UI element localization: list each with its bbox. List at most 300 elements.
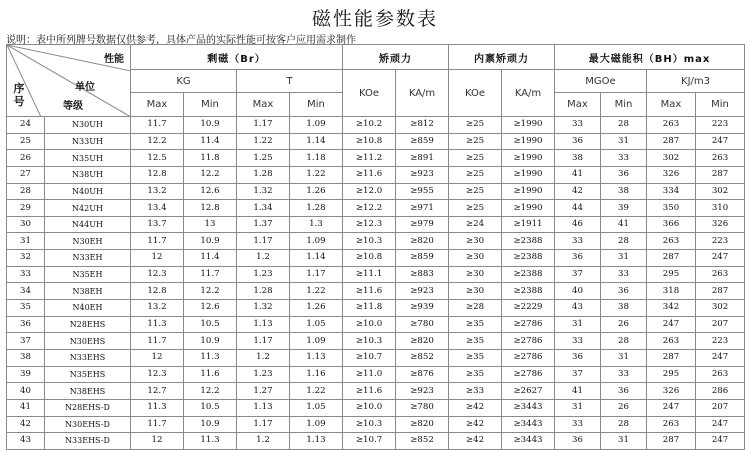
row-value: 1.22 xyxy=(290,283,343,300)
row-value: 1.2 xyxy=(237,349,290,366)
row-value: 12.8 xyxy=(131,283,184,300)
row-value: 12.3 xyxy=(131,366,184,383)
row-value: 1.05 xyxy=(290,399,343,416)
row-value: 302 xyxy=(647,150,696,167)
row-value: 31 xyxy=(555,399,601,416)
row-grade: N30EHS xyxy=(45,333,131,350)
row-value: ≥2388 xyxy=(502,266,555,283)
row-value: 33 xyxy=(601,266,647,283)
row-value: 1.28 xyxy=(237,166,290,183)
row-value: ≥1990 xyxy=(502,166,555,183)
row-value: 12.8 xyxy=(184,200,237,217)
row-value: ≥11.6 xyxy=(343,166,396,183)
row-value: 28 xyxy=(601,333,647,350)
row-value: ≥11.2 xyxy=(343,150,396,167)
unit-kam-hcj: KA/m xyxy=(502,70,555,117)
row-value: 12.3 xyxy=(131,266,184,283)
row-seq: 36 xyxy=(7,316,45,333)
row-grade: N33EH xyxy=(45,250,131,267)
row-value: ≥939 xyxy=(396,300,449,317)
unit-kam-hcb: KA/m xyxy=(396,70,449,117)
row-value: ≥2388 xyxy=(502,250,555,267)
row-value: ≥2388 xyxy=(502,233,555,250)
sub-min-t: Min xyxy=(290,93,343,117)
row-value: 1.14 xyxy=(290,250,343,267)
row-value: 247 xyxy=(696,433,745,450)
row-value: 33 xyxy=(555,117,601,134)
row-value: 295 xyxy=(647,366,696,383)
row-value: 1.2 xyxy=(237,250,290,267)
row-seq: 24 xyxy=(7,117,45,134)
row-value: 46 xyxy=(555,216,601,233)
row-value: ≥923 xyxy=(396,283,449,300)
sub-max-kg: Max xyxy=(131,93,184,117)
row-value: 350 xyxy=(647,200,696,217)
row-grade: N33UH xyxy=(45,133,131,150)
row-value: 263 xyxy=(647,117,696,134)
row-value: 12.8 xyxy=(131,166,184,183)
row-value: 12 xyxy=(131,433,184,450)
row-value: 33 xyxy=(555,333,601,350)
row-value: ≥35 xyxy=(449,333,502,350)
row-value: 1.09 xyxy=(290,416,343,433)
row-value: 287 xyxy=(647,250,696,267)
row-value: 1.09 xyxy=(290,233,343,250)
row-value: ≥923 xyxy=(396,166,449,183)
row-value: ≥35 xyxy=(449,349,502,366)
row-value: 10.5 xyxy=(184,316,237,333)
row-value: ≥42 xyxy=(449,416,502,433)
group-max-energy-product: 最大磁能积（BH）max xyxy=(555,45,745,70)
row-value: ≥11.0 xyxy=(343,366,396,383)
row-value: 302 xyxy=(696,300,745,317)
table-row xyxy=(7,200,745,217)
row-value: ≥11.8 xyxy=(343,300,396,317)
row-seq: 41 xyxy=(7,399,45,416)
row-value: 286 xyxy=(696,383,745,400)
row-value: 263 xyxy=(696,366,745,383)
row-value: 12.5 xyxy=(131,150,184,167)
table-row xyxy=(7,433,745,450)
row-value: ≥10.7 xyxy=(343,433,396,450)
unit-mgoe: MGOe xyxy=(555,70,647,93)
table-row xyxy=(7,316,745,333)
table-row xyxy=(7,183,745,200)
row-value: 1.28 xyxy=(290,200,343,217)
row-value: ≥1990 xyxy=(502,183,555,200)
row-value: 11.3 xyxy=(184,433,237,450)
row-value: 12.7 xyxy=(131,383,184,400)
unit-koe-hcb: KOe xyxy=(343,70,396,117)
row-value: 287 xyxy=(696,166,745,183)
table-row xyxy=(7,366,745,383)
sub-max-mgoe: Max xyxy=(555,93,601,117)
row-grade: N40UH xyxy=(45,183,131,200)
table-row xyxy=(7,349,745,366)
row-value: ≥10.3 xyxy=(343,416,396,433)
sub-max-t: Max xyxy=(237,93,290,117)
row-value: ≥25 xyxy=(449,117,502,134)
table-row xyxy=(7,399,745,416)
row-value: 1.18 xyxy=(290,150,343,167)
row-value: ≥10.0 xyxy=(343,316,396,333)
row-value: ≥820 xyxy=(396,416,449,433)
row-value: 11.4 xyxy=(184,133,237,150)
row-grade: N40EH xyxy=(45,300,131,317)
row-value: ≥24 xyxy=(449,216,502,233)
row-value: 11.7 xyxy=(184,266,237,283)
row-value: 11.6 xyxy=(184,366,237,383)
row-value: 1.17 xyxy=(290,266,343,283)
row-value: ≥35 xyxy=(449,316,502,333)
row-value: 31 xyxy=(601,433,647,450)
row-value: ≥25 xyxy=(449,133,502,150)
row-value: 1.28 xyxy=(237,283,290,300)
row-value: 12.6 xyxy=(184,183,237,200)
row-value: ≥852 xyxy=(396,349,449,366)
row-value: 1.14 xyxy=(290,133,343,150)
row-value: 1.37 xyxy=(237,216,290,233)
row-seq: 29 xyxy=(7,200,45,217)
row-value: 247 xyxy=(696,250,745,267)
table-row xyxy=(7,133,745,150)
row-value: ≥859 xyxy=(396,133,449,150)
row-value: 247 xyxy=(696,349,745,366)
row-value: ≥979 xyxy=(396,216,449,233)
row-value: 44 xyxy=(555,200,601,217)
row-value: ≥2786 xyxy=(502,316,555,333)
row-value: 13.2 xyxy=(131,300,184,317)
row-value: 12.2 xyxy=(184,166,237,183)
row-value: ≥12.0 xyxy=(343,183,396,200)
row-value: 37 xyxy=(555,266,601,283)
row-grade: N30UH xyxy=(45,117,131,134)
row-value: 11.3 xyxy=(184,349,237,366)
row-value: 366 xyxy=(647,216,696,233)
row-value: ≥30 xyxy=(449,283,502,300)
row-value: 247 xyxy=(696,416,745,433)
row-value: 36 xyxy=(555,133,601,150)
row-grade: N30EHS-D xyxy=(45,416,131,433)
row-value: 36 xyxy=(601,383,647,400)
row-value: ≥30 xyxy=(449,233,502,250)
row-seq: 42 xyxy=(7,416,45,433)
row-value: ≥812 xyxy=(396,117,449,134)
row-value: 11.3 xyxy=(131,316,184,333)
row-value: 33 xyxy=(601,150,647,167)
row-grade: N38EH xyxy=(45,283,131,300)
row-value: 33 xyxy=(601,366,647,383)
note-text: 说明：表中所列牌号数据仅供参考，具体产品的实际性能可按客户应用需求制作 xyxy=(6,35,356,46)
row-value: 12 xyxy=(131,250,184,267)
row-value: 342 xyxy=(647,300,696,317)
sub-min-kjm3: Min xyxy=(696,93,745,117)
row-value: 302 xyxy=(696,183,745,200)
row-value: ≥25 xyxy=(449,183,502,200)
row-value: 26 xyxy=(601,399,647,416)
row-value: 1.3 xyxy=(290,216,343,233)
row-value: ≥955 xyxy=(396,183,449,200)
row-value: 1.23 xyxy=(237,366,290,383)
group-coercivity: 矫顽力 xyxy=(343,45,449,70)
row-grade: N38UH xyxy=(45,166,131,183)
row-grade: N38EHS xyxy=(45,383,131,400)
row-value: 1.09 xyxy=(290,117,343,134)
sub-max-kjm3: Max xyxy=(647,93,696,117)
row-value: 11.4 xyxy=(184,250,237,267)
row-value: 334 xyxy=(647,183,696,200)
row-value: 40 xyxy=(555,283,601,300)
row-value: ≥42 xyxy=(449,433,502,450)
row-value: ≥10.3 xyxy=(343,233,396,250)
row-value: 1.17 xyxy=(237,117,290,134)
row-grade: N33EHS-D xyxy=(45,433,131,450)
row-value: 41 xyxy=(555,166,601,183)
group-intrinsic-coercivity: 内禀矫顽力 xyxy=(449,45,555,70)
row-value: 223 xyxy=(696,117,745,134)
row-seq: 28 xyxy=(7,183,45,200)
row-value: ≥25 xyxy=(449,150,502,167)
row-value: 1.13 xyxy=(237,399,290,416)
table-row xyxy=(7,283,745,300)
row-value: 36 xyxy=(601,283,647,300)
row-value: 42 xyxy=(555,183,601,200)
row-value: ≥1990 xyxy=(502,150,555,167)
row-grade: N35UH xyxy=(45,150,131,167)
row-value: 39 xyxy=(601,200,647,217)
table-row xyxy=(7,166,745,183)
row-value: ≥12.3 xyxy=(343,216,396,233)
row-value: 28 xyxy=(601,117,647,134)
row-value: 1.13 xyxy=(290,349,343,366)
row-value: ≥923 xyxy=(396,383,449,400)
row-value: 223 xyxy=(696,333,745,350)
row-value: ≥876 xyxy=(396,366,449,383)
row-seq: 38 xyxy=(7,349,45,366)
row-value: ≥3443 xyxy=(502,416,555,433)
row-value: 13.7 xyxy=(131,216,184,233)
row-value: 263 xyxy=(696,266,745,283)
row-value: ≥852 xyxy=(396,433,449,450)
row-value: 10.9 xyxy=(184,333,237,350)
row-value: 287 xyxy=(647,349,696,366)
row-value: 1.26 xyxy=(290,183,343,200)
row-value: 10.9 xyxy=(184,117,237,134)
row-value: ≥11.6 xyxy=(343,383,396,400)
row-value: 1.16 xyxy=(290,366,343,383)
row-value: 10.9 xyxy=(184,416,237,433)
row-seq: 35 xyxy=(7,300,45,317)
row-value: 1.17 xyxy=(237,333,290,350)
row-seq: 40 xyxy=(7,383,45,400)
row-value: 11.8 xyxy=(184,150,237,167)
row-value: 1.13 xyxy=(237,316,290,333)
row-value: ≥10.8 xyxy=(343,250,396,267)
row-value: 207 xyxy=(696,399,745,416)
row-value: 1.32 xyxy=(237,300,290,317)
row-value: 10.5 xyxy=(184,399,237,416)
row-value: 12.2 xyxy=(184,283,237,300)
row-seq: 37 xyxy=(7,333,45,350)
row-value: 31 xyxy=(601,250,647,267)
page-title: 磁性能参数表 xyxy=(311,8,438,30)
row-value: ≥820 xyxy=(396,333,449,350)
table-row xyxy=(7,233,745,250)
row-value: 326 xyxy=(696,216,745,233)
row-value: ≥25 xyxy=(449,166,502,183)
row-value: 1.26 xyxy=(290,300,343,317)
row-value: ≥1911 xyxy=(502,216,555,233)
row-seq: 39 xyxy=(7,366,45,383)
row-value: 41 xyxy=(601,216,647,233)
table-row xyxy=(7,383,745,400)
row-value: 1.27 xyxy=(237,383,290,400)
row-value: ≥1990 xyxy=(502,117,555,134)
unit-t: T xyxy=(237,70,343,93)
unit-kg: KG xyxy=(131,70,237,93)
row-value: 36 xyxy=(601,166,647,183)
corner-unit-label: 单位 xyxy=(75,82,95,93)
header-corner xyxy=(7,45,131,117)
row-grade: N35EHS xyxy=(45,366,131,383)
row-value: ≥2786 xyxy=(502,349,555,366)
row-value: 33 xyxy=(555,233,601,250)
row-value: ≥2229 xyxy=(502,300,555,317)
row-value: 33 xyxy=(555,416,601,433)
row-seq: 43 xyxy=(7,433,45,450)
row-value: 28 xyxy=(601,233,647,250)
row-value: 207 xyxy=(696,316,745,333)
row-value: 13 xyxy=(184,216,237,233)
row-value: 263 xyxy=(647,416,696,433)
row-value: 295 xyxy=(647,266,696,283)
table-row xyxy=(7,300,745,317)
row-value: 12.2 xyxy=(184,383,237,400)
row-seq: 33 xyxy=(7,266,45,283)
row-value: ≥891 xyxy=(396,150,449,167)
row-seq: 34 xyxy=(7,283,45,300)
row-value: ≥10.3 xyxy=(343,333,396,350)
row-value: 38 xyxy=(555,150,601,167)
row-grade: N33EHS xyxy=(45,349,131,366)
row-value: 1.05 xyxy=(290,316,343,333)
row-value: 1.22 xyxy=(237,133,290,150)
row-value: ≥25 xyxy=(449,200,502,217)
row-grade: N42UH xyxy=(45,200,131,217)
row-value: ≥42 xyxy=(449,399,502,416)
row-value: ≥1990 xyxy=(502,200,555,217)
row-value: 43 xyxy=(555,300,601,317)
row-value: ≥780 xyxy=(396,399,449,416)
row-value: ≥30 xyxy=(449,250,502,267)
row-value: ≥11.6 xyxy=(343,283,396,300)
row-value: 1.34 xyxy=(237,200,290,217)
row-value: 263 xyxy=(647,333,696,350)
row-value: ≥859 xyxy=(396,250,449,267)
row-value: 26 xyxy=(601,316,647,333)
row-value: ≥1990 xyxy=(502,133,555,150)
table-row xyxy=(7,333,745,350)
row-value: 11.3 xyxy=(131,399,184,416)
row-value: 287 xyxy=(696,283,745,300)
row-value: 1.2 xyxy=(237,433,290,450)
row-value: ≥2786 xyxy=(502,366,555,383)
row-value: 1.23 xyxy=(237,266,290,283)
row-value: ≥10.8 xyxy=(343,133,396,150)
row-value: ≥3443 xyxy=(502,399,555,416)
row-value: ≥3443 xyxy=(502,433,555,450)
row-value: 310 xyxy=(696,200,745,217)
row-value: 11.7 xyxy=(131,117,184,134)
row-value: 1.32 xyxy=(237,183,290,200)
table-row xyxy=(7,117,745,134)
row-value: ≥10.2 xyxy=(343,117,396,134)
row-value: 1.17 xyxy=(237,233,290,250)
row-value: 12.2 xyxy=(131,133,184,150)
row-seq: 31 xyxy=(7,233,45,250)
sub-min-kg: Min xyxy=(184,93,237,117)
row-value: 31 xyxy=(555,316,601,333)
row-value: 263 xyxy=(647,233,696,250)
magnet-properties-table xyxy=(6,44,745,450)
row-value: 36 xyxy=(555,433,601,450)
row-value: ≥10.7 xyxy=(343,349,396,366)
row-value: 13.2 xyxy=(131,183,184,200)
row-seq: 27 xyxy=(7,166,45,183)
row-value: ≥12.2 xyxy=(343,200,396,217)
row-value: ≥2627 xyxy=(502,383,555,400)
group-remanence: 剩磁（Br） xyxy=(131,45,343,70)
row-grade: N35EH xyxy=(45,266,131,283)
row-value: 287 xyxy=(647,433,696,450)
table-row xyxy=(7,250,745,267)
row-value: 287 xyxy=(647,133,696,150)
table-row xyxy=(7,216,745,233)
row-value: ≥30 xyxy=(449,266,502,283)
row-seq: 30 xyxy=(7,216,45,233)
corner-grade-label: 等级 xyxy=(63,101,83,112)
row-value: ≥780 xyxy=(396,316,449,333)
row-value: 11.7 xyxy=(131,233,184,250)
row-value: 1.22 xyxy=(290,383,343,400)
row-grade: N30EH xyxy=(45,233,131,250)
unit-kjm3: KJ/m3 xyxy=(647,70,745,93)
row-grade: N44UH xyxy=(45,216,131,233)
row-seq: 25 xyxy=(7,133,45,150)
sub-min-mgoe: Min xyxy=(601,93,647,117)
row-value: 38 xyxy=(601,183,647,200)
row-value: 36 xyxy=(555,349,601,366)
corner-property-label: 性能 xyxy=(104,54,124,65)
row-value: 1.17 xyxy=(237,416,290,433)
row-value: 247 xyxy=(647,399,696,416)
row-value: 1.22 xyxy=(290,166,343,183)
table-row xyxy=(7,266,745,283)
row-value: 326 xyxy=(647,383,696,400)
row-value: 1.25 xyxy=(237,150,290,167)
row-value: ≥33 xyxy=(449,383,502,400)
row-value: 28 xyxy=(601,416,647,433)
row-value: ≥35 xyxy=(449,366,502,383)
row-grade: N28EHS xyxy=(45,316,131,333)
row-value: 36 xyxy=(555,250,601,267)
row-value: 1.13 xyxy=(290,433,343,450)
row-value: ≥820 xyxy=(396,233,449,250)
row-value: 11.7 xyxy=(131,333,184,350)
row-value: 263 xyxy=(696,150,745,167)
row-value: ≥11.1 xyxy=(343,266,396,283)
table-row xyxy=(7,416,745,433)
